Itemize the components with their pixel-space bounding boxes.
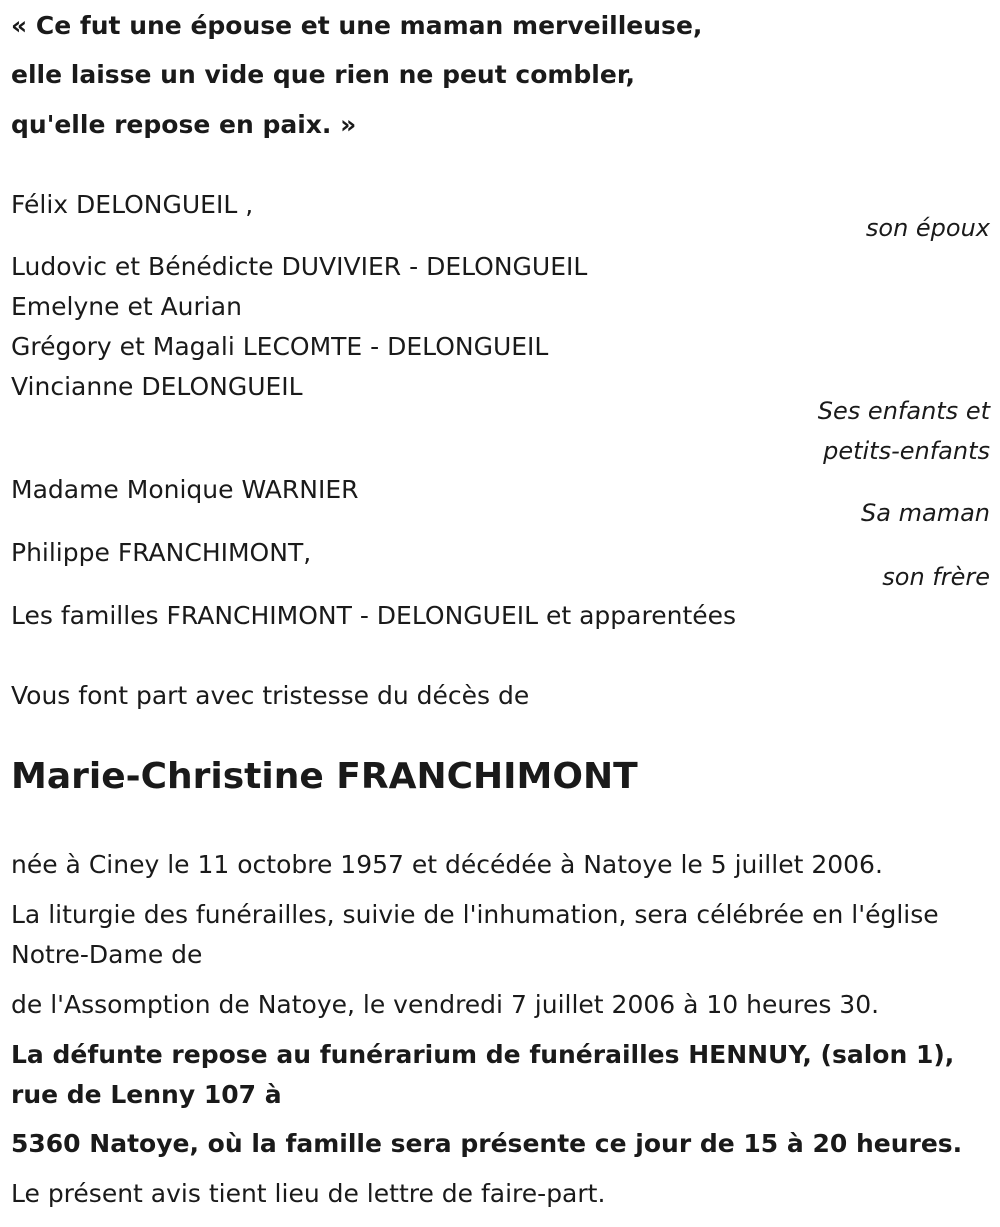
- birth-death-line: née à Ciney le 11 octobre 1957 et décédée à Natoye le 5 juillet 2006.: [11, 850, 883, 879]
- child-line-1: Ludovic et Bénédicte DUVIVIER - DELONGUEIL: [11, 252, 588, 281]
- spouse-name: Félix DELONGUEIL ,: [11, 190, 254, 219]
- child-line-2: Emelyne et Aurian: [11, 292, 242, 321]
- liturgy-paragraph: La liturgie des funérailles, suivie de l'inhumation, sera célébrée en l'église Notre-Dame de: [11, 900, 939, 969]
- children-role-2: petits-enfants: [823, 437, 990, 465]
- repose-continued: 5360 Natoye, où la famille sera présente ce jour de 15 à 20 heures.: [11, 1129, 963, 1158]
- notice-line: Le présent avis tient lieu de lettre de faire-part.: [11, 1179, 606, 1208]
- children-role-1: Ses enfants et: [817, 397, 990, 425]
- liturgy-continued: de l'Assomption de Natoye, le vendredi 7 juillet 2006 à 10 heures 30.: [11, 990, 880, 1019]
- brother-role: son frère: [882, 563, 990, 591]
- deceased-name: Marie-Christine FRANCHIMONT: [11, 756, 638, 797]
- brother-name: Philippe FRANCHIMONT,: [11, 538, 312, 567]
- quote-line-3: qu'elle repose en paix. »: [11, 110, 357, 139]
- mother-role: Sa maman: [861, 499, 990, 527]
- quote-line-2: elle laisse un vide que rien ne peut combler,: [11, 60, 635, 89]
- quote-line-1: « Ce fut une épouse et une maman merveilleuse,: [11, 11, 703, 40]
- families-line: Les familles FRANCHIMONT - DELONGUEIL et apparentées: [11, 601, 737, 630]
- announcement: Vous font part avec tristesse du décès de: [11, 681, 530, 710]
- spouse-role: son époux: [865, 214, 990, 242]
- mother-name: Madame Monique WARNIER: [11, 475, 359, 504]
- child-line-4: Vincianne DELONGUEIL: [11, 372, 303, 401]
- child-line-3: Grégory et Magali LECOMTE - DELONGUEIL: [11, 332, 549, 361]
- repose-paragraph: La défunte repose au funérarium de funérailles HENNUY, (salon 1), rue de Lenny 107 à: [11, 1040, 955, 1109]
